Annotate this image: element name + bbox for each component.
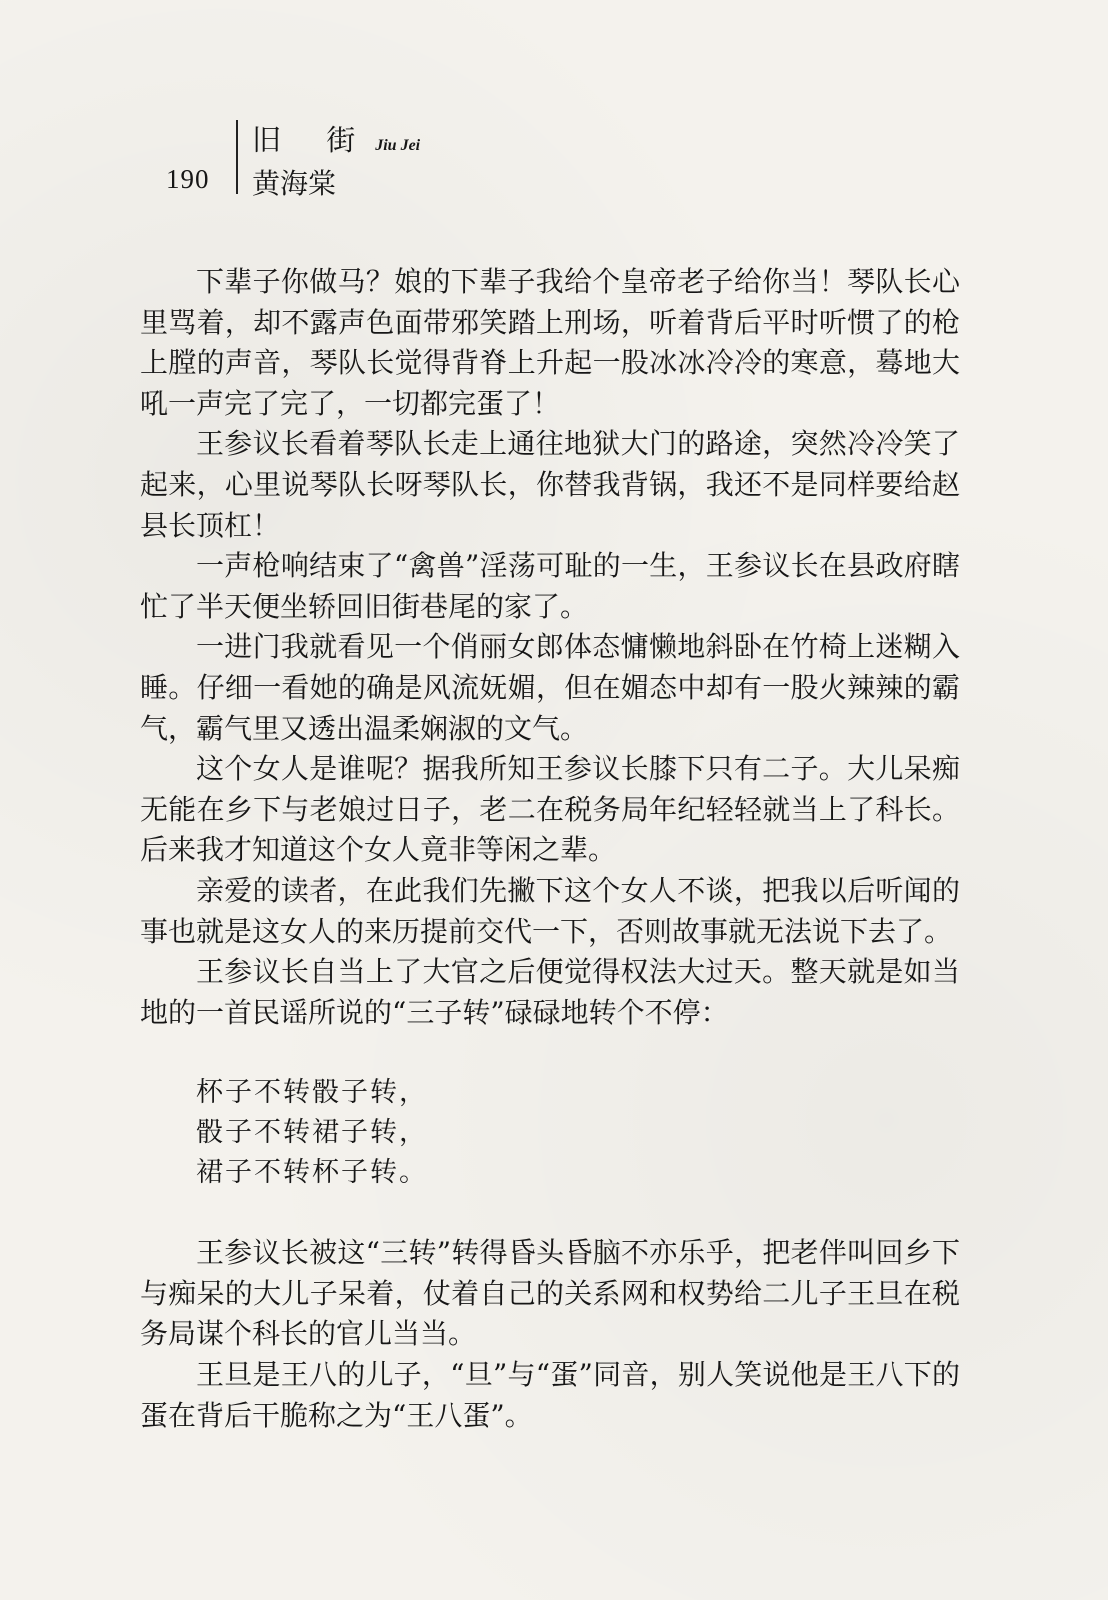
paragraph: 下辈子你做马？娘的下辈子我给个皇帝老子给你当！琴队长心里骂着，却不露声色面带邪笑踏上刑场，听着背后平时听惯了的枪上膛的声音，琴队长觉得背脊上升起一股冰冰冷冷的寒意，蓦地大吼一声完了完了，一切都完蛋了！ — [140, 265, 960, 420]
poem-line: 杯子不转骰子转， — [196, 1077, 428, 1109]
paragraph: 王参议长被这“三转”转得昏头昏脑不亦乐乎，把老伴叫回乡下与痴呆的大儿子呆着，仗着自己的关系网和权势给二儿子王旦在税务局谋个科长的官儿当当。 — [140, 1236, 960, 1351]
paragraph: 一声枪响结束了“禽兽”淫荡可耻的一生，王参议长在县政府瞎忙了半天便坐轿回旧街巷尾的家了。 — [140, 549, 960, 623]
paragraph: 亲爱的读者，在此我们先撇下这个女人不谈，把我以后听闻的事也就是这女人的来历提前交代一下，否则故事就无法说下去了。 — [140, 873, 960, 948]
book-title-pinyin: Jiu Jei — [375, 137, 421, 154]
body-text — [140, 262, 960, 1436]
book-author: 黄海棠 — [252, 167, 337, 200]
paragraph: 这个女人是谁呢？据我所知王参议长膝下只有二子。大儿呆痴无能在乡下与老娘过日子，老二在税务局年纪轻轻就当上了科长。后来我才知道这个女人竟非等闲之辈。 — [140, 752, 960, 867]
paragraph: 一进门我就看见一个俏丽女郎体态慵懒地斜卧在竹椅上迷糊入睡。仔细一看她的确是风流妩媚，但在媚态中却有一股火辣辣的霸气，霸气里又透出温柔娴淑的文气。 — [140, 630, 960, 745]
book-title — [252, 118, 420, 159]
running-header — [160, 118, 560, 198]
paragraph: 王参议长看着琴队长走上通往地狱大门的路途，突然冷冷笑了起来，心里说琴队长呀琴队长，你替我背锅，我还不是同样要给赵县长顶杠！ — [140, 427, 960, 542]
poem-line: 骰子不转裙子转， — [196, 1117, 428, 1149]
paragraph: 王旦是王八的儿子，“旦”与“蛋”同音，别人笑说他是王八下的蛋在背后干脆称之为“王八蛋”。 — [140, 1358, 960, 1432]
header-divider — [236, 120, 238, 194]
page-number: 190 — [166, 164, 210, 194]
paragraph: 王参议长自当上了大官之后便觉得权法大过天。整天就是如当地的一首民谣所说的“三子转”碌碌地转个不停： — [140, 955, 960, 1029]
poem-line: 裙子不转杯子转。 — [196, 1157, 428, 1189]
folk-rhyme — [196, 1073, 960, 1193]
book-title-chinese: 旧 街 — [252, 123, 374, 157]
